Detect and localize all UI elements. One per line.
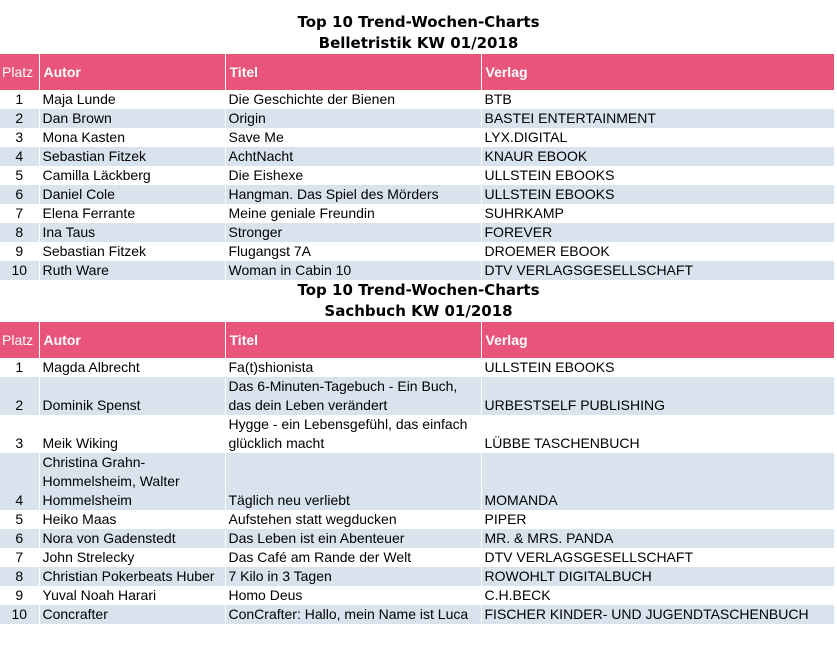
titel-cell: Save Me [225,128,481,147]
titel-cell: 7 Kilo in 3 Tagen [225,567,481,586]
verlag-cell: URBESTSELF PUBLISHING [481,377,834,415]
autor-cell: Ruth Ware [39,261,225,280]
platz-cell: 7 [0,548,39,567]
platz-cell: 6 [0,185,39,204]
table-row [0,377,834,415]
section2-title-line1: Top 10 Trend-Wochen-Charts [297,281,540,299]
titel-cell: Das 6-Minuten-Tagebuch - Ein Buch, das dein Leben verändert [225,377,481,415]
table-row [0,90,834,109]
section1-title [0,12,837,54]
table-row [0,242,834,261]
titel-cell: Das Leben ist ein Abenteuer [225,529,481,548]
table-row [0,567,834,586]
table-row [0,128,834,147]
autor-cell: Elena Ferrante [39,204,225,223]
autor-cell: John Strelecky [39,548,225,567]
header-titel: Titel [225,54,481,90]
platz-cell: 1 [0,90,39,109]
belletristik-table [0,54,835,280]
platz-cell: 8 [0,223,39,242]
titel-cell: Hangman. Das Spiel des Mörders [225,185,481,204]
platz-cell: 2 [0,109,39,128]
autor-cell: Sebastian Fitzek [39,242,225,261]
autor-cell: Christina Grahn- Hommelsheim, Walter Hommelsheim [39,453,225,510]
titel-cell: Fa(t)shionista [225,358,481,377]
table-row [0,510,834,529]
header-platz: Platz [0,322,39,358]
table-row [0,548,834,567]
titel-cell: Das Café am Rande der Welt [225,548,481,567]
platz-cell: 8 [0,567,39,586]
titel-cell: Stronger [225,223,481,242]
section1-title-line1: Top 10 Trend-Wochen-Charts [297,13,540,31]
titel-cell: Aufstehen statt wegducken [225,510,481,529]
autor-cell: Concrafter [39,605,225,624]
table-header-row [0,54,834,90]
verlag-cell: ULLSTEIN EBOOKS [481,185,834,204]
table-row [0,605,834,624]
verlag-cell: FOREVER [481,223,834,242]
autor-cell: Yuval Noah Harari [39,586,225,605]
header-platz: Platz [0,54,39,90]
platz-cell: 9 [0,242,39,261]
platz-cell: 10 [0,261,39,280]
titel-cell: AchtNacht [225,147,481,166]
autor-cell: Nora von Gadenstedt [39,529,225,548]
titel-cell: Woman in Cabin 10 [225,261,481,280]
section1-title-line2: Belletristik KW 01/2018 [318,34,519,52]
verlag-cell: ULLSTEIN EBOOKS [481,166,834,185]
platz-cell: 2 [0,377,39,415]
header-autor: Autor [39,54,225,90]
verlag-cell: FISCHER KINDER- UND JUGENDTASCHENBUCH [481,605,834,624]
autor-cell: Sebastian Fitzek [39,147,225,166]
platz-cell: 5 [0,166,39,185]
table-row [0,453,834,510]
verlag-cell: MR. & MRS. PANDA [481,529,834,548]
titel-cell: Die Geschichte der Bienen [225,90,481,109]
platz-cell: 10 [0,605,39,624]
platz-cell: 3 [0,128,39,147]
titel-cell: Täglich neu verliebt [225,453,481,510]
verlag-cell: LYX.DIGITAL [481,128,834,147]
verlag-cell: ROWOHLT DIGITALBUCH [481,567,834,586]
verlag-cell: PIPER [481,510,834,529]
autor-cell: Ina Taus [39,223,225,242]
platz-cell: 3 [0,415,39,453]
titel-cell: Flugangst 7A [225,242,481,261]
table-row [0,223,834,242]
table-row [0,109,834,128]
platz-cell: 9 [0,586,39,605]
table-row [0,204,834,223]
verlag-cell: DROEMER EBOOK [481,242,834,261]
titel-cell: Homo Deus [225,586,481,605]
verlag-cell: DTV VERLAGSGESELLSCHAFT [481,548,834,567]
platz-cell: 4 [0,147,39,166]
autor-cell: Magda Albrecht [39,358,225,377]
autor-cell: Daniel Cole [39,185,225,204]
platz-cell: 6 [0,529,39,548]
section2-title-line2: Sachbuch KW 01/2018 [324,302,513,320]
table-row [0,261,834,280]
verlag-cell: C.H.BECK [481,586,834,605]
autor-cell: Christian Pokerbeats Huber [39,567,225,586]
verlag-cell: BTB [481,90,834,109]
autor-cell: Mona Kasten [39,128,225,147]
header-verlag: Verlag [481,54,834,90]
autor-cell: Camilla Läckberg [39,166,225,185]
section2-title [0,280,837,322]
header-verlag: Verlag [481,322,834,358]
platz-cell: 5 [0,510,39,529]
table-row [0,166,834,185]
titel-cell: Origin [225,109,481,128]
verlag-cell: DTV VERLAGSGESELLSCHAFT [481,261,834,280]
verlag-cell: BASTEI ENTERTAINMENT [481,109,834,128]
autor-cell: Meik Wiking [39,415,225,453]
table-row [0,529,834,548]
table-row [0,358,834,377]
charts-page [0,12,837,653]
table-row [0,415,834,453]
verlag-cell: MOMANDA [481,453,834,510]
platz-cell: 7 [0,204,39,223]
table-row [0,586,834,605]
autor-cell: Maja Lunde [39,90,225,109]
table-row [0,147,834,166]
titel-cell: ConCrafter: Hallo, mein Name ist Luca [225,605,481,624]
autor-cell: Dan Brown [39,109,225,128]
platz-cell: 1 [0,358,39,377]
sachbuch-table [0,322,835,624]
titel-cell: Meine geniale Freundin [225,204,481,223]
autor-cell: Heiko Maas [39,510,225,529]
titel-cell: Die Eishexe [225,166,481,185]
verlag-cell: LÜBBE TASCHENBUCH [481,415,834,453]
platz-cell: 4 [0,453,39,510]
table-header-row [0,322,834,358]
titel-cell: Hygge - ein Lebensgefühl, das einfach glücklich macht [225,415,481,453]
verlag-cell: SUHRKAMP [481,204,834,223]
header-autor: Autor [39,322,225,358]
header-titel: Titel [225,322,481,358]
autor-cell: Dominik Spenst [39,377,225,415]
verlag-cell: ULLSTEIN EBOOKS [481,358,834,377]
verlag-cell: KNAUR EBOOK [481,147,834,166]
table-row [0,185,834,204]
